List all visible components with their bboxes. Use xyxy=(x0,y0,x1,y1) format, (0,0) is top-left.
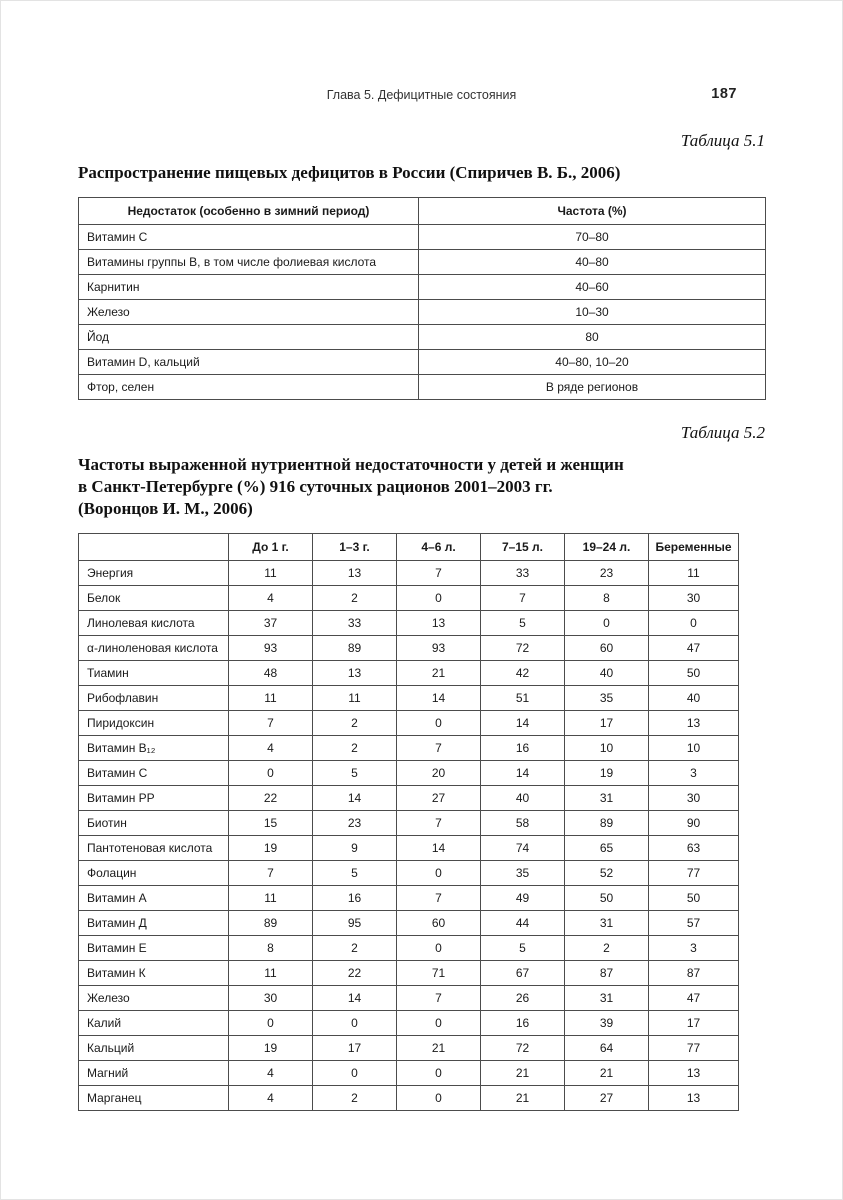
row-label: Витамин Е xyxy=(79,936,229,961)
cell-value: 0 xyxy=(313,1061,397,1086)
cell-value: 0 xyxy=(397,1061,481,1086)
row-label: Витамин D, кальций xyxy=(79,350,419,375)
cell-value: 4 xyxy=(229,1086,313,1111)
table-row xyxy=(79,375,766,400)
cell-value: 50 xyxy=(649,886,739,911)
cell-value: 19 xyxy=(229,836,313,861)
table2-caption: Таблица 5.2 xyxy=(680,423,765,442)
cell-value: 40 xyxy=(649,686,739,711)
table-row xyxy=(79,611,739,636)
column-header xyxy=(79,534,229,561)
cell-value: 0 xyxy=(397,711,481,736)
cell-value: 0 xyxy=(397,586,481,611)
column-header: Недостаток (особенно в зимний период) xyxy=(79,198,419,225)
column-header: 7–15 л. xyxy=(481,534,565,561)
table-row xyxy=(79,986,739,1011)
cell-value: 50 xyxy=(649,661,739,686)
cell-value: 7 xyxy=(481,586,565,611)
row-label: Линолевая кислота xyxy=(79,611,229,636)
row-label: Железо xyxy=(79,986,229,1011)
cell-value: 0 xyxy=(397,861,481,886)
cell-value: 70–80 xyxy=(419,225,766,250)
cell-value: 5 xyxy=(481,936,565,961)
cell-value: 0 xyxy=(229,761,313,786)
table2-title xyxy=(78,454,765,520)
row-label: Витамин К xyxy=(79,961,229,986)
cell-value: 14 xyxy=(397,836,481,861)
row-label: Энергия xyxy=(79,561,229,586)
cell-value: 8 xyxy=(565,586,649,611)
row-label: Железо xyxy=(79,300,419,325)
table-row xyxy=(79,275,766,300)
cell-value: 77 xyxy=(649,1036,739,1061)
cell-value: 89 xyxy=(565,811,649,836)
row-label: Белок xyxy=(79,586,229,611)
row-label: Витамин А xyxy=(79,886,229,911)
cell-value: 23 xyxy=(565,561,649,586)
table-row xyxy=(79,586,739,611)
cell-value: 30 xyxy=(229,986,313,1011)
cell-value: 23 xyxy=(313,811,397,836)
row-label: Магний xyxy=(79,1061,229,1086)
table-row xyxy=(79,686,739,711)
cell-value: 90 xyxy=(649,811,739,836)
cell-value: 40–60 xyxy=(419,275,766,300)
cell-value: 72 xyxy=(481,636,565,661)
cell-value: 5 xyxy=(313,861,397,886)
table-row xyxy=(79,811,739,836)
cell-value: 2 xyxy=(313,586,397,611)
cell-value: 0 xyxy=(397,936,481,961)
cell-value: 13 xyxy=(649,1086,739,1111)
table-row xyxy=(79,661,739,686)
row-label: Йод xyxy=(79,325,419,350)
cell-value: 33 xyxy=(313,611,397,636)
cell-value: 11 xyxy=(229,686,313,711)
cell-value: 14 xyxy=(313,786,397,811)
table-row xyxy=(79,250,766,275)
cell-value: 47 xyxy=(649,986,739,1011)
cell-value: 58 xyxy=(481,811,565,836)
column-header: 4–6 л. xyxy=(397,534,481,561)
cell-value: 0 xyxy=(565,611,649,636)
cell-value: 52 xyxy=(565,861,649,886)
row-label: Витамин В₁₂ xyxy=(79,736,229,761)
cell-value: 60 xyxy=(397,911,481,936)
table-row xyxy=(79,225,766,250)
cell-value: 13 xyxy=(313,561,397,586)
cell-value: 31 xyxy=(565,911,649,936)
deficits-table xyxy=(78,197,766,400)
cell-value: 7 xyxy=(229,711,313,736)
cell-value: 31 xyxy=(565,786,649,811)
cell-value: 10–30 xyxy=(419,300,766,325)
cell-value: 21 xyxy=(481,1061,565,1086)
cell-value: 5 xyxy=(313,761,397,786)
cell-value: 35 xyxy=(565,686,649,711)
table1-title: Распространение пищевых дефицитов в России (Спиричев В. Б., 2006) xyxy=(78,163,621,182)
cell-value: 16 xyxy=(481,1011,565,1036)
column-header: 1–3 г. xyxy=(313,534,397,561)
cell-value: 22 xyxy=(313,961,397,986)
cell-value: 21 xyxy=(565,1061,649,1086)
cell-value: 3 xyxy=(649,761,739,786)
cell-value: 80 xyxy=(419,325,766,350)
cell-value: 31 xyxy=(565,986,649,1011)
column-header: До 1 г. xyxy=(229,534,313,561)
cell-value: 67 xyxy=(481,961,565,986)
nutrient-deficiency-table xyxy=(78,533,739,1111)
cell-value: 11 xyxy=(229,561,313,586)
cell-value: 4 xyxy=(229,736,313,761)
cell-value: 17 xyxy=(313,1036,397,1061)
cell-value: 27 xyxy=(565,1086,649,1111)
cell-value: 5 xyxy=(481,611,565,636)
cell-value: 11 xyxy=(229,961,313,986)
cell-value: 19 xyxy=(229,1036,313,1061)
cell-value: 0 xyxy=(229,1011,313,1036)
table-row xyxy=(79,736,739,761)
cell-value: 40 xyxy=(565,661,649,686)
cell-value: 16 xyxy=(313,886,397,911)
cell-value: 13 xyxy=(649,711,739,736)
row-label: Пантотеновая кислота xyxy=(79,836,229,861)
cell-value: 89 xyxy=(229,911,313,936)
table-row xyxy=(79,836,739,861)
cell-value: 2 xyxy=(313,936,397,961)
cell-value: 11 xyxy=(313,686,397,711)
cell-value: 11 xyxy=(649,561,739,586)
table-row xyxy=(79,961,739,986)
cell-value: 60 xyxy=(565,636,649,661)
cell-value: 7 xyxy=(229,861,313,886)
cell-value: 0 xyxy=(397,1011,481,1036)
table-row xyxy=(79,1086,739,1111)
table-row xyxy=(79,1036,739,1061)
row-label: Рибофлавин xyxy=(79,686,229,711)
table-row xyxy=(79,761,739,786)
cell-value: 17 xyxy=(565,711,649,736)
cell-value: 40 xyxy=(481,786,565,811)
cell-value: 71 xyxy=(397,961,481,986)
table-row xyxy=(79,300,766,325)
cell-value: 87 xyxy=(565,961,649,986)
cell-value: 21 xyxy=(397,661,481,686)
cell-value: 42 xyxy=(481,661,565,686)
table-row xyxy=(79,561,739,586)
cell-value: 40–80, 10–20 xyxy=(419,350,766,375)
table-row xyxy=(79,711,739,736)
cell-value: 3 xyxy=(649,936,739,961)
cell-value: 4 xyxy=(229,1061,313,1086)
table-row xyxy=(79,325,766,350)
row-label: Витамин С xyxy=(79,761,229,786)
cell-value: 35 xyxy=(481,861,565,886)
cell-value: 50 xyxy=(565,886,649,911)
cell-value: В ряде регионов xyxy=(419,375,766,400)
table-row xyxy=(79,636,739,661)
row-label: Витамин С xyxy=(79,225,419,250)
cell-value: 13 xyxy=(649,1061,739,1086)
row-label: Калий xyxy=(79,1011,229,1036)
table-row xyxy=(79,350,766,375)
cell-value: 57 xyxy=(649,911,739,936)
row-label: Пиридоксин xyxy=(79,711,229,736)
row-label: α-линоленовая кислота xyxy=(79,636,229,661)
cell-value: 8 xyxy=(229,936,313,961)
cell-value: 21 xyxy=(397,1036,481,1061)
table-header-row xyxy=(79,198,766,225)
cell-value: 14 xyxy=(481,761,565,786)
cell-value: 7 xyxy=(397,886,481,911)
cell-value: 72 xyxy=(481,1036,565,1061)
cell-value: 0 xyxy=(397,1086,481,1111)
cell-value: 21 xyxy=(481,1086,565,1111)
table-row xyxy=(79,1011,739,1036)
cell-value: 89 xyxy=(313,636,397,661)
table1-caption: Таблица 5.1 xyxy=(680,131,765,150)
table-row xyxy=(79,1061,739,1086)
table-row xyxy=(79,911,739,936)
cell-value: 13 xyxy=(397,611,481,636)
table2-title-line2: в Санкт-Петербурге (%) 916 суточных рационов 2001–2003 гг. xyxy=(78,477,553,496)
cell-value: 44 xyxy=(481,911,565,936)
cell-value: 74 xyxy=(481,836,565,861)
cell-value: 17 xyxy=(649,1011,739,1036)
cell-value: 0 xyxy=(649,611,739,636)
row-label: Витамин РР xyxy=(79,786,229,811)
row-label: Фтор, селен xyxy=(79,375,419,400)
column-header: 19–24 л. xyxy=(565,534,649,561)
column-header: Частота (%) xyxy=(419,198,766,225)
cell-value: 7 xyxy=(397,986,481,1011)
cell-value: 20 xyxy=(397,761,481,786)
cell-value: 26 xyxy=(481,986,565,1011)
cell-value: 9 xyxy=(313,836,397,861)
table-row xyxy=(79,861,739,886)
cell-value: 51 xyxy=(481,686,565,711)
cell-value: 16 xyxy=(481,736,565,761)
cell-value: 40–80 xyxy=(419,250,766,275)
table-header-row xyxy=(79,534,739,561)
cell-value: 4 xyxy=(229,586,313,611)
cell-value: 77 xyxy=(649,861,739,886)
cell-value: 49 xyxy=(481,886,565,911)
cell-value: 2 xyxy=(313,736,397,761)
row-label: Тиамин xyxy=(79,661,229,686)
cell-value: 7 xyxy=(397,811,481,836)
row-label: Марганец xyxy=(79,1086,229,1111)
row-label: Фолацин xyxy=(79,861,229,886)
cell-value: 39 xyxy=(565,1011,649,1036)
cell-value: 47 xyxy=(649,636,739,661)
row-label: Кальций xyxy=(79,1036,229,1061)
cell-value: 87 xyxy=(649,961,739,986)
cell-value: 11 xyxy=(229,886,313,911)
row-label: Карнитин xyxy=(79,275,419,300)
cell-value: 27 xyxy=(397,786,481,811)
cell-value: 30 xyxy=(649,786,739,811)
table-row xyxy=(79,936,739,961)
cell-value: 10 xyxy=(565,736,649,761)
table-row xyxy=(79,886,739,911)
cell-value: 2 xyxy=(313,711,397,736)
cell-value: 13 xyxy=(313,661,397,686)
table2-title-line1: Частоты выраженной нутриентной недостаточности у детей и женщин xyxy=(78,455,624,474)
cell-value: 15 xyxy=(229,811,313,836)
page-number: 187 xyxy=(711,86,737,102)
cell-value: 64 xyxy=(565,1036,649,1061)
cell-value: 14 xyxy=(481,711,565,736)
table-row xyxy=(79,786,739,811)
cell-value: 63 xyxy=(649,836,739,861)
cell-value: 93 xyxy=(229,636,313,661)
chapter-header: Глава 5. Дефицитные состояния xyxy=(326,88,517,102)
cell-value: 10 xyxy=(649,736,739,761)
table2-title-line3: (Воронцов И. М., 2006) xyxy=(78,499,253,518)
cell-value: 33 xyxy=(481,561,565,586)
cell-value: 48 xyxy=(229,661,313,686)
cell-value: 0 xyxy=(313,1011,397,1036)
cell-value: 14 xyxy=(313,986,397,1011)
cell-value: 22 xyxy=(229,786,313,811)
cell-value: 37 xyxy=(229,611,313,636)
cell-value: 30 xyxy=(649,586,739,611)
running-header xyxy=(78,88,765,108)
cell-value: 2 xyxy=(565,936,649,961)
row-label: Витамины группы В, в том числе фолиевая кислота xyxy=(79,250,419,275)
cell-value: 19 xyxy=(565,761,649,786)
cell-value: 93 xyxy=(397,636,481,661)
cell-value: 95 xyxy=(313,911,397,936)
cell-value: 7 xyxy=(397,736,481,761)
cell-value: 14 xyxy=(397,686,481,711)
row-label: Витамин Д xyxy=(79,911,229,936)
column-header: Беременные xyxy=(649,534,739,561)
cell-value: 2 xyxy=(313,1086,397,1111)
cell-value: 7 xyxy=(397,561,481,586)
row-label: Биотин xyxy=(79,811,229,836)
cell-value: 65 xyxy=(565,836,649,861)
